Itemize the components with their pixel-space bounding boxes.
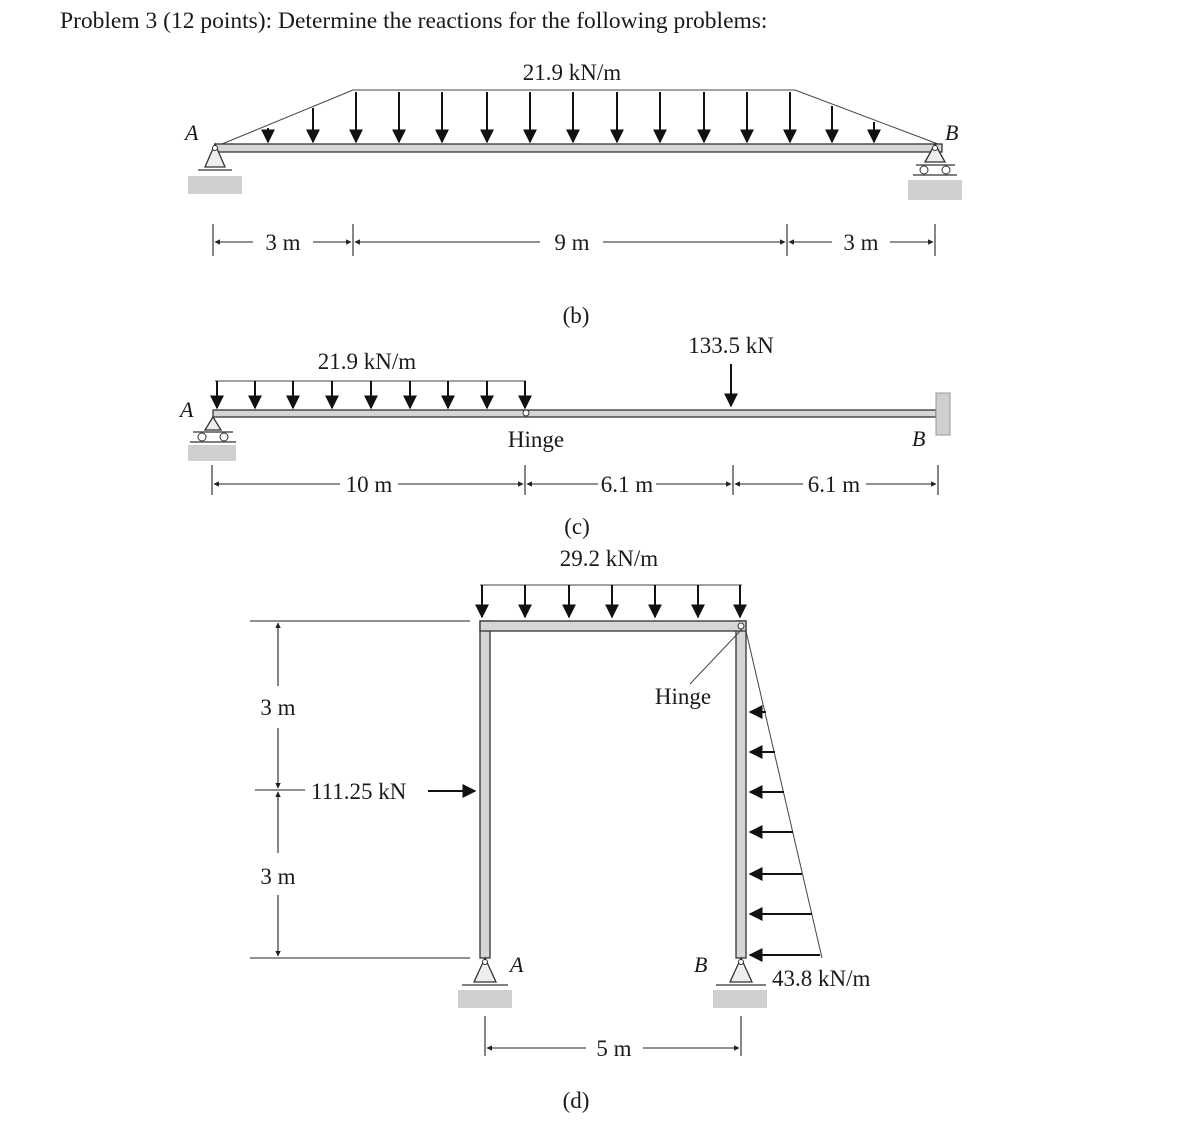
fig-d-support-b-label: B — [694, 952, 708, 977]
fig-b-load-envelope — [222, 90, 938, 144]
fig-b-dim-mid: 9 m — [554, 230, 590, 255]
fig-c-fixed-wall — [936, 393, 950, 435]
fig-c-dim-3: 6.1 m — [807, 472, 861, 497]
fig-c-support-a-roller — [188, 417, 236, 461]
fig-b-support-a-label: A — [185, 120, 199, 145]
fig-d-horizontal-force-label: 111.25 kN — [311, 779, 407, 804]
figure-d — [250, 546, 871, 1113]
fig-c-dim-1: 10 m — [345, 472, 393, 497]
figure-b — [183, 60, 962, 328]
fig-d-tri-load-label: 43.8 kN/m — [772, 966, 871, 991]
fig-d-tri-load-envelope — [746, 631, 822, 958]
fig-b-dim-left: 3 m — [265, 230, 301, 255]
fig-d-hinge-leader — [690, 628, 743, 684]
fig-b-support-b-label: B — [945, 120, 959, 145]
fig-d-dim-upper: 3 m — [260, 695, 296, 720]
fig-c-hinge-label: Hinge — [507, 427, 565, 452]
fig-c-support-a-label: A — [180, 397, 194, 422]
fig-d-frame — [480, 621, 746, 958]
fig-d-caption: (d) — [562, 1088, 590, 1113]
fig-d-support-b-pin — [713, 958, 767, 1008]
fig-d-top-load-arrows — [482, 585, 740, 617]
fig-c-support-b-label: B — [912, 426, 926, 451]
fig-d-dim-lower: 3 m — [260, 864, 296, 889]
fig-c-dim-2: 6.1 m — [600, 472, 654, 497]
fig-b-beam — [215, 144, 942, 152]
fig-c-hinge — [523, 410, 529, 416]
figure-c — [178, 333, 950, 539]
fig-c-beam — [213, 410, 936, 417]
problem-title: Problem 3 (12 points): Determine the reactions for the following problems: — [60, 8, 768, 34]
fig-b-caption: (b) — [562, 303, 590, 328]
fig-d-tri-load-arrows — [750, 712, 820, 955]
fig-d-support-a-label: A — [510, 952, 524, 977]
fig-d-dim-span: 5 m — [596, 1036, 632, 1061]
fig-b-load-arrows — [268, 92, 874, 142]
fig-d-support-a-pin — [458, 958, 512, 1008]
fig-d-top-load-label: 29.2 kN/m — [559, 546, 659, 571]
fig-b-load-label: 21.9 kN/m — [522, 60, 622, 85]
fig-d-hinge-label: Hinge — [654, 684, 712, 709]
fig-b-dim-right: 3 m — [843, 230, 879, 255]
fig-c-point-load-label: 133.5 kN — [688, 333, 774, 358]
fig-c-caption: (c) — [564, 514, 590, 539]
fig-c-dist-load-label: 21.9 kN/m — [317, 349, 417, 374]
fig-c-load-arrows — [217, 381, 525, 408]
